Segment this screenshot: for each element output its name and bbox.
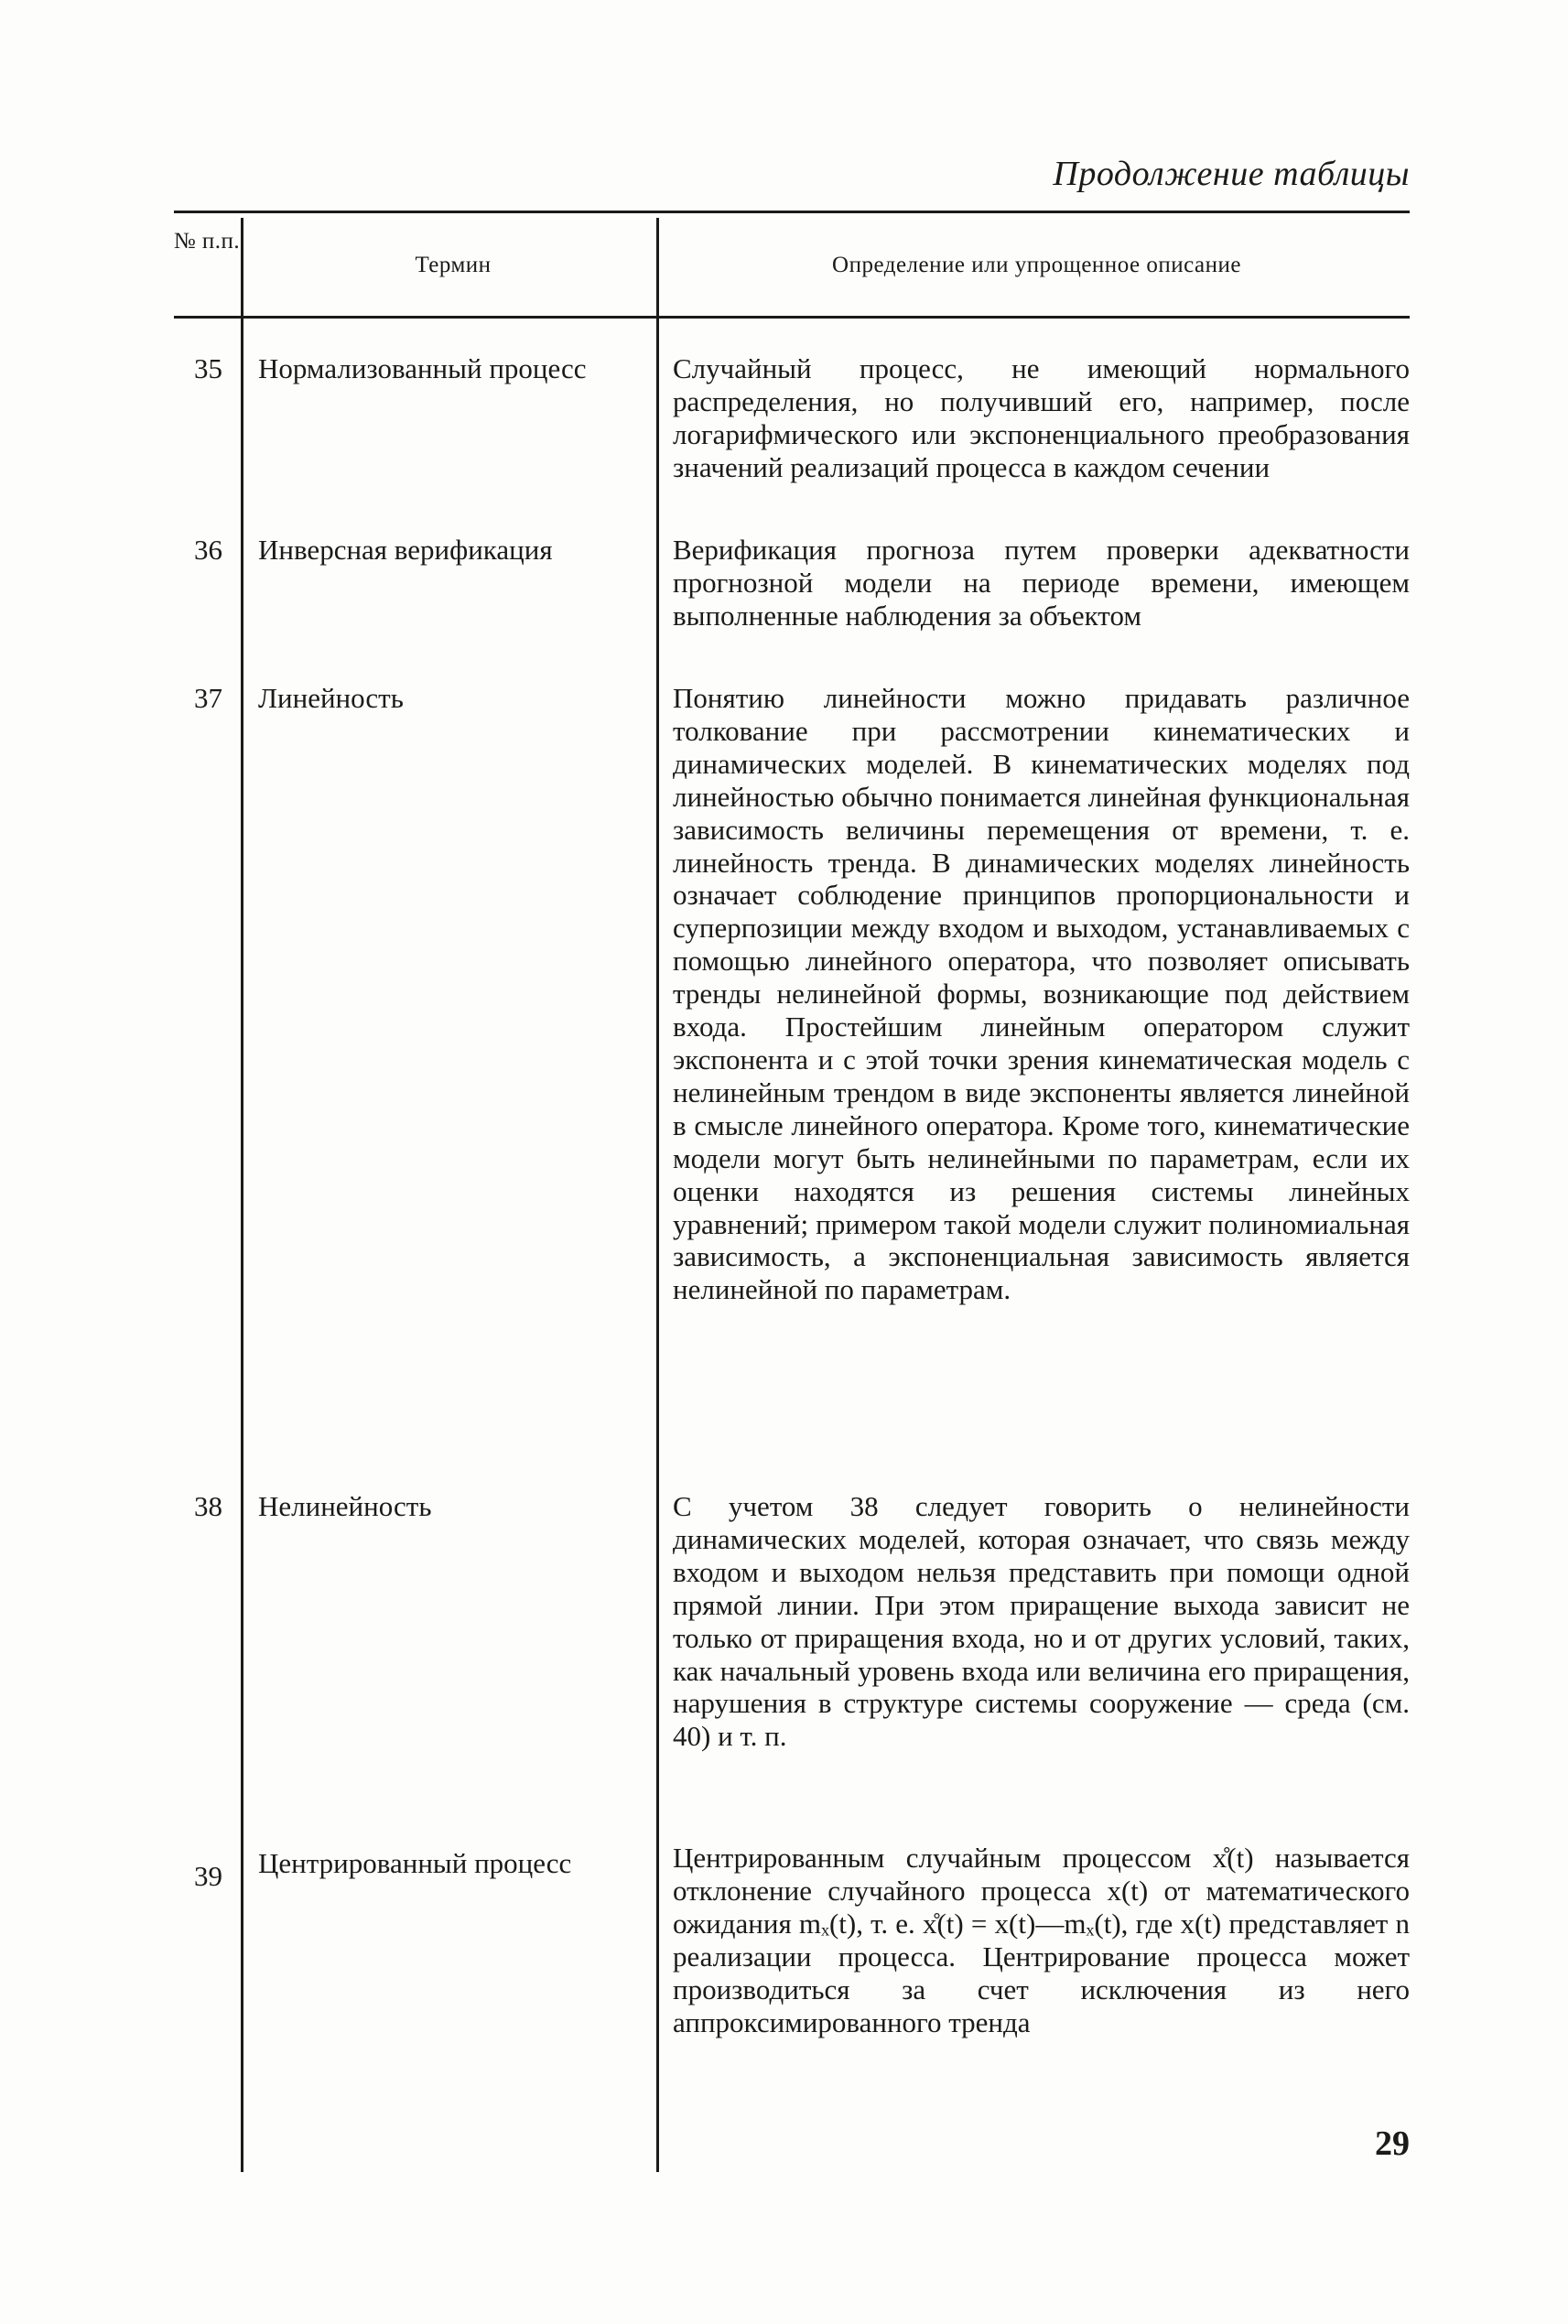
row-term: Нелинейность [258,1490,432,1522]
row-definition: Центрированным случайным процессом x̊(t) называется отклонение случайного процесса x(t) от математического ожидания mₓ(t), т. е. x̊(t) = x(t)—mₓ(t), где x(t) представляет n реализации процесса. Центрирование процесса может производиться за счет исключения из него аппроксимированного тренда [673,1842,1410,2038]
page-number: 29 [1375,2124,1410,2163]
header-bottom-rule [174,316,1410,319]
header-number: № п.п. [173,229,241,254]
row-term: Инверсная верификация [258,534,553,566]
row-number: 35 [194,352,222,384]
row-definition: Верификация прогноза путем проверки адекватности прогнозной модели на периоде времени, имеющем выполненные наблюдения за объектом [673,534,1410,632]
row-term: Центрированный процесс [258,1847,572,1879]
row-number: 39 [194,1860,222,1892]
row-term: Нормализованный процесс [258,352,587,384]
header-term: Термин [415,253,492,277]
table-top-rule [174,211,1410,213]
row-definition: С учетом 38 следует говорить о нелинейности динамических моделей, которая означает, что связь между входом и выходом нельзя представить при помощи одной прямой линии. При этом приращение выхода зависит не только от приращения входа, но и от других условий, таких, как начальный уровень входа или величина его приращения, нарушения в структуре системы сооружение — среда (см. 40) и т. п. [673,1490,1410,1753]
column-divider-1 [241,218,243,2172]
continuation-caption: Продолжение таблицы [1053,155,1410,193]
row-number: 38 [194,1490,222,1522]
row-term: Линейность [258,682,404,714]
column-divider-2 [656,218,659,2172]
row-number: 37 [194,682,222,714]
header-definition: Определение или упрощенное описание [832,253,1241,277]
row-definition: Понятию линейности можно придавать различное толкование при рассмотрении кинематических и динамических моделей. В кинематических моделях под линейностью обычно понимается линейная функциональная зависимость величины перемещения от времени, т. е. линейность тренда. В динамических моделях линейность означает соблюдение принципов пропорциональности и суперпозиции между входом и выходом, устанавливаемых с помощью линейного оператора, что позволяет описывать тренды нелинейной формы, возникающие под действием входа. Простейшим линейным оператором служит экспонента и с этой точки зрения кинематическая модель с нелинейным трендом в виде экспоненты является линейной в смысле линейного оператора. Кроме того, кинематические модели могут быть нелинейными по параметрам, если их оценки находятся из решения системы линейных уравнений; примером такой модели служит полиномиальная зависимость, а экспоненциальная зависимость является нелинейной по параметрам. [673,682,1410,1306]
row-number: 36 [194,534,222,566]
row-definition: Случайный процесс, не имеющий нормального распределения, но получивший его, например, после логарифмического или экспоненциального преобразования значений реализаций процесса в каждом сечении [673,352,1410,483]
